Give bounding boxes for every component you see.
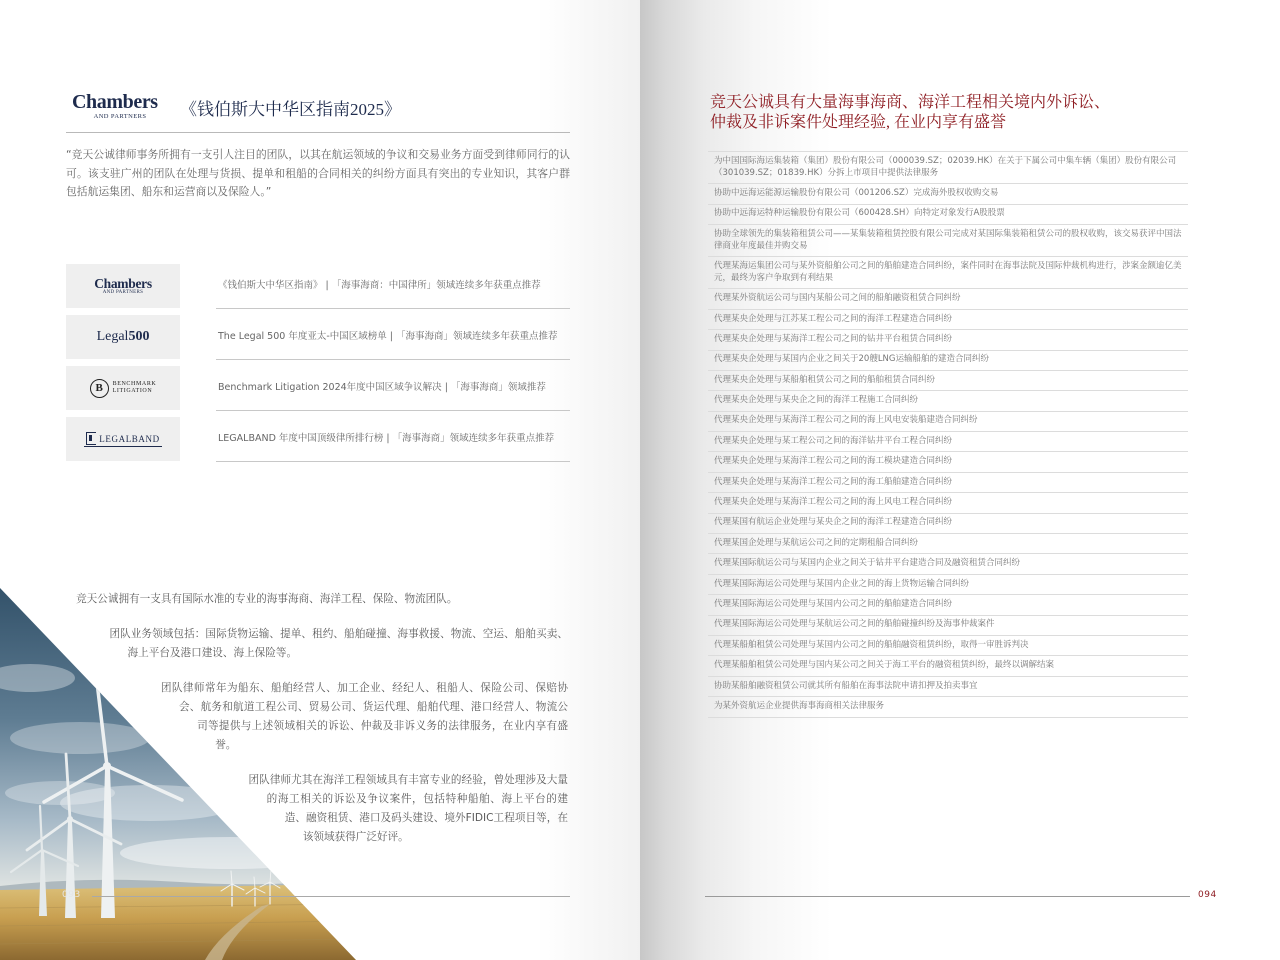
list-item: 协助某船舶融资租赁公司就其所有船舶在海事法院申请扣押及拍卖事宜 <box>708 677 1188 697</box>
list-item: 代理某国际海运公司处理与某航运公司之间的船舶碰撞纠纷及海事仲裁案件 <box>708 616 1188 636</box>
page-title <box>710 93 1110 133</box>
team-paragraph: 竞天公诚拥有一支具有国际水准的专业的海事海商、海洋工程、保险、物流团队。 <box>76 593 458 605</box>
legalband-icon <box>86 432 96 445</box>
ranking-divider <box>216 461 570 462</box>
list-item: 协助中远海运能源运输股份有限公司（001206.SZ）完成海外股权收购交易 <box>708 184 1188 204</box>
list-item: 协助全球领先的集装箱租赁公司——某集装箱租赁控股有限公司完成对某国际集装箱租赁公司的股权收购，该交易获评中国法律商业年度最佳并购交易 <box>708 225 1188 257</box>
list-item: 代理某央企处理与某海洋工程公司之间的海工船舶建造合同纠纷 <box>708 473 1188 493</box>
header-divider <box>66 132 570 133</box>
guide-title: 《钱伯斯大中华区指南2025》 <box>180 100 401 119</box>
legal500-logo-main: Legal <box>96 329 129 344</box>
page-title-line: 仲裁及非诉案件处理经验, 在业内享有盛誉 <box>710 114 1007 131</box>
team-paragraph: 团队律师尤其在海洋工程领域具有丰富专业的经验，曾处理涉及大量的海工相关的诉讼及争议案件，包括特种船舶、海上平台的建造、融资租赁、港口及码头建设、境外FIDIC工程项目等，在该领域获得广泛好评。 <box>248 774 568 843</box>
benchmark-mark: B <box>90 379 109 398</box>
legal500-logo-accent: 500 <box>128 329 150 344</box>
list-item: 为中国国际海运集装箱（集团）股份有限公司（000039.SZ；02039.HK）在关于下属公司中集车辆（集团）股份有限公司（301039.SZ；01839.HK）分拆上市项目中提供法律服务 <box>708 152 1188 184</box>
list-item: 代理某国有航运企业处理与某央企之间的海洋工程建造合同纠纷 <box>708 514 1188 534</box>
chambers-logo-main: Chambers <box>72 91 158 113</box>
ranking-text-chambers: 《钱伯斯大中华区指南》 | 「海事海商：中国律所」领域连续多年获重点推荐 <box>218 280 541 291</box>
list-item: 代理某船舶租赁公司处理与某国内公司之间的船舶融资租赁纠纷，取得一审胜诉判决 <box>708 636 1188 656</box>
list-item: 代理某央企处理与某工程公司之间的海洋钻井平台工程合同纠纷 <box>708 432 1188 452</box>
list-item: 代理某国际海运公司处理与某国内企业之间的海上货物运输合同纠纷 <box>708 575 1188 595</box>
chambers-logo-main: Chambers <box>94 276 152 291</box>
team-paragraph: 团队律师常年为船东、船舶经营人、加工企业、经纪人、租船人、保险公司、保赔协会、航务和航道工程公司、贸易公司、货运代理、船舶代理、港口经营人、物流公司等提供与上述领域相关的诉讼、仲裁及非诉义务的法律服务，在业内享有盛誉。 <box>160 682 568 751</box>
list-item: 代理某国企处理与某航运公司之间的定期租船合同纠纷 <box>708 534 1188 554</box>
case-list <box>708 151 1188 718</box>
list-item: 为某外资航运企业提供海事海商相关法律服务 <box>708 697 1188 717</box>
list-item: 协助中远海运特种运输股份有限公司（600428.SH）向特定对象发行A股股票 <box>708 205 1188 225</box>
chambers-logo <box>66 264 180 308</box>
chambers-quote: “竞天公诚律师事务所拥有一支引人注目的团队，以其在航运领域的争议和交易业务方面受到律师同行的认可。该支驻广州的团队在处理与货损、提单和租船的合同相关的纠纷方面具有突出的专业知识，其客户群包括航运集团、船东和运营商以及保险人。” <box>66 148 570 198</box>
page-title-line: 竞天公诚具有大量海事海商、海洋工程相关境内外诉讼、 <box>710 94 1111 111</box>
list-item: 代理某国际海运公司处理与某国内公司之间的船舶建造合同纠纷 <box>708 595 1188 615</box>
list-item: 代理某船舶租赁公司处理与国内某公司之间关于海工平台的融资租赁纠纷，最终以调解结案 <box>708 656 1188 676</box>
page-number: 094 <box>1198 890 1217 900</box>
ranking-text-benchmark: Benchmark Litigation 2024年度中国区域争议解决 | 「海事海商」领域推荐 <box>218 382 546 393</box>
footer-divider <box>705 896 1190 897</box>
team-description <box>0 590 568 865</box>
list-item: 代理某外资航运公司与国内某船公司之间的船舶融资租赁合同纠纷 <box>708 289 1188 309</box>
legalband-logo-main: LEGALBAND <box>99 433 160 444</box>
chambers-logo <box>72 92 168 120</box>
list-item: 代理某央企处理与江苏某工程公司之间的海洋工程建造合同纠纷 <box>708 310 1188 330</box>
benchmark-litigation-logo <box>66 366 180 410</box>
list-item: 代理某央企处理与某央企之间的海洋工程施工合同纠纷 <box>708 391 1188 411</box>
page-number: 093 <box>62 890 81 900</box>
ranking-divider <box>216 308 570 309</box>
list-item: 代理某央企处理与某海洋工程公司之间的海上风电工程合同纠纷 <box>708 493 1188 513</box>
benchmark-logo-sub: LITIGATION <box>112 388 153 394</box>
ranking-text-legalband: LEGALBAND 年度中国顶级律所排行榜 | 「海事海商」领域连续多年获重点推荐 <box>218 433 555 444</box>
right-page <box>640 0 1280 960</box>
list-item: 代理某央企处理与某船舶租赁公司之间的船舶租赁合同纠纷 <box>708 371 1188 391</box>
list-item: 代理某央企处理与某海洋工程公司之间的钻井平台租赁合同纠纷 <box>708 330 1188 350</box>
team-paragraph: 团队业务领域包括：国际货物运输、提单、租约、船舶碰撞、海事救援、物流、空运、船舶买卖、海上平台及港口建设、海上保险等。 <box>109 628 568 659</box>
list-item: 代理某国际航运公司与某国内企业之间关于钻井平台建造合同及融资租赁合同纠纷 <box>708 554 1188 574</box>
benchmark-logo-main: BENCHMARK <box>112 381 157 387</box>
legal500-logo <box>66 315 180 359</box>
list-item: 代理某央企处理与某海洋工程公司之间的海工模块建造合同纠纷 <box>708 452 1188 472</box>
list-item: 代理某央企处理与某海洋工程公司之间的海上风电安装船建造合同纠纷 <box>708 412 1188 432</box>
ranking-divider <box>216 359 570 360</box>
chambers-logo-sub: AND PARTNERS <box>102 290 144 295</box>
list-item: 代理某海运集团公司与某外资船舶公司之间的船舶建造合同纠纷，案件同时在海事法院及国际仲裁机构进行，涉案金额逾亿美元，最终为客户争取到有利结果 <box>708 257 1188 289</box>
list-item: 代理某央企处理与某国内企业之间关于20艘LNG运输船舶的建造合同纠纷 <box>708 351 1188 371</box>
footer-divider <box>92 896 570 897</box>
ranking-text-legal500: The Legal 500 年度亚太-中国区域榜单 | 「海事海商」领域连续多年获重点推荐 <box>218 331 558 342</box>
chambers-logo-sub: AND PARTNERS <box>93 113 147 120</box>
ranking-divider <box>216 410 570 411</box>
legalband-logo <box>66 417 180 461</box>
